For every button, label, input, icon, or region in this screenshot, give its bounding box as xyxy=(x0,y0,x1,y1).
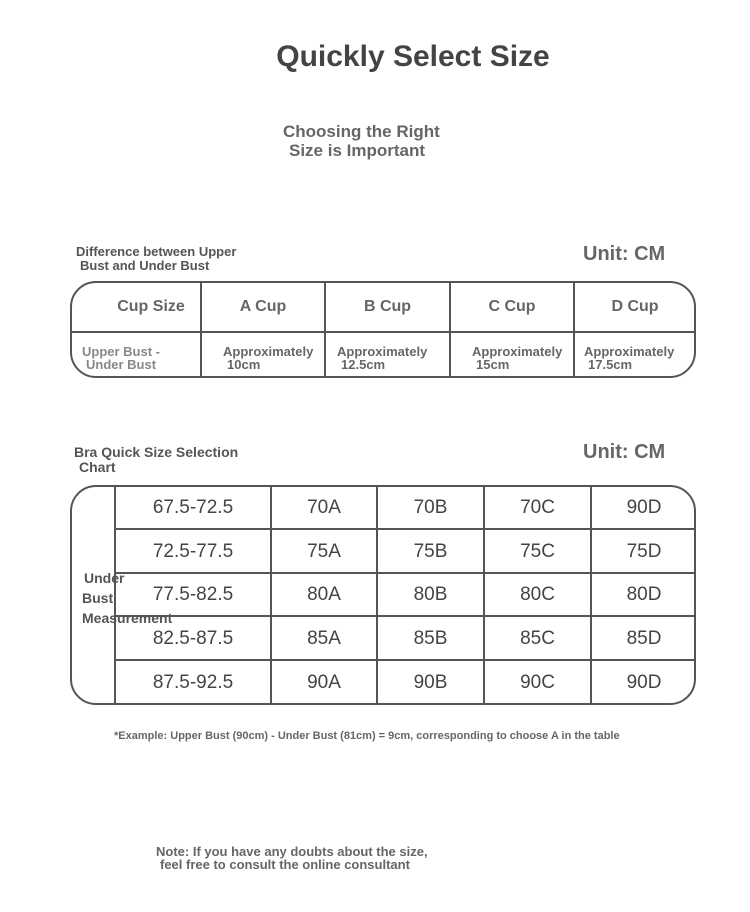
section1-label xyxy=(76,245,236,273)
size-cell: 90D xyxy=(626,497,662,518)
size-cell: 75C xyxy=(520,541,555,562)
value-a-cup-line-2: 10cm xyxy=(227,357,261,372)
row-label xyxy=(82,345,160,371)
header-d-cup: D Cup xyxy=(611,298,659,315)
under-bust-measurement-label xyxy=(82,568,172,628)
subtitle xyxy=(283,122,483,160)
size-cell: 70B xyxy=(413,497,448,518)
size-cell: 90A xyxy=(307,672,341,693)
side-label-line-3: Measurement xyxy=(82,610,173,626)
range-cell: 77.5-82.5 xyxy=(152,584,234,605)
row-label-line-1: Upper Bust - xyxy=(82,344,160,359)
size-cell: 80D xyxy=(626,584,662,605)
section1-label-line-2: Bust and Under Bust xyxy=(80,258,210,273)
range-cell: 72.5-77.5 xyxy=(152,541,234,562)
section2-label-line-1: Bra Quick Size Selection xyxy=(74,444,239,460)
value-c-cup xyxy=(472,345,562,371)
size-cell: 85D xyxy=(626,628,662,649)
size-cell: 75D xyxy=(626,541,662,562)
header-b-cup: B Cup xyxy=(363,298,412,315)
size-cell: 75B xyxy=(413,541,448,562)
value-d-cup-line-2: 17.5cm xyxy=(588,357,633,372)
section2-label-line-2: Chart xyxy=(79,459,116,475)
value-c-cup-line-1: Approximately xyxy=(472,344,563,359)
size-cell: 80A xyxy=(307,584,341,605)
value-d-cup xyxy=(584,345,674,371)
note-line-1: Note: If you have any doubts about the size, xyxy=(156,844,428,859)
range-cell: 82.5-87.5 xyxy=(152,628,234,649)
value-b-cup-line-2: 12.5cm xyxy=(341,357,386,372)
range-cell: 67.5-72.5 xyxy=(152,497,234,518)
size-cell: 80C xyxy=(520,584,555,605)
page-title: Quickly Select Size xyxy=(276,40,550,73)
subtitle-line-2: Size is Important xyxy=(289,141,426,160)
size-cell: 85B xyxy=(413,628,448,649)
value-c-cup-line-2: 15cm xyxy=(476,357,510,372)
example-note: *Example: Upper Bust (90cm) - Under Bust (81cm) = 9cm, corresponding to choose A in the table xyxy=(114,730,620,742)
size-cell: 90D xyxy=(626,672,662,693)
value-b-cup-line-1: Approximately xyxy=(337,344,428,359)
section1-label-line-1: Difference between Upper xyxy=(76,244,237,259)
header-a-cup: A Cup xyxy=(239,298,287,315)
size-cell: 80B xyxy=(413,584,448,605)
section2-label xyxy=(74,445,238,475)
size-cell: 90C xyxy=(520,672,555,693)
value-a-cup-line-1: Approximately xyxy=(223,344,314,359)
range-cell: 87.5-92.5 xyxy=(152,672,234,693)
value-b-cup xyxy=(337,345,427,371)
row-label-line-2: Under Bust xyxy=(86,357,157,372)
side-label-line-1: Under xyxy=(84,570,125,586)
consultant-note xyxy=(156,845,428,871)
subtitle-line-1: Choosing the Right xyxy=(283,122,440,141)
size-cell: 90B xyxy=(413,672,448,693)
header-cup-size: Cup Size xyxy=(117,298,185,315)
side-label-line-2: Bust xyxy=(82,590,114,606)
size-cell: 75A xyxy=(307,541,341,562)
size-cell: 85C xyxy=(520,628,555,649)
header-c-cup: C Cup xyxy=(488,298,536,315)
section2-unit: Unit: CM xyxy=(583,441,666,463)
size-cell: 70C xyxy=(520,497,555,518)
section1-unit: Unit: CM xyxy=(583,243,666,265)
note-line-2: feel free to consult the online consultant xyxy=(160,857,410,872)
value-d-cup-line-1: Approximately xyxy=(584,344,675,359)
value-a-cup xyxy=(223,345,313,371)
cup-difference-table xyxy=(70,281,696,378)
size-cell: 70A xyxy=(307,497,341,518)
size-cell: 85A xyxy=(307,628,341,649)
